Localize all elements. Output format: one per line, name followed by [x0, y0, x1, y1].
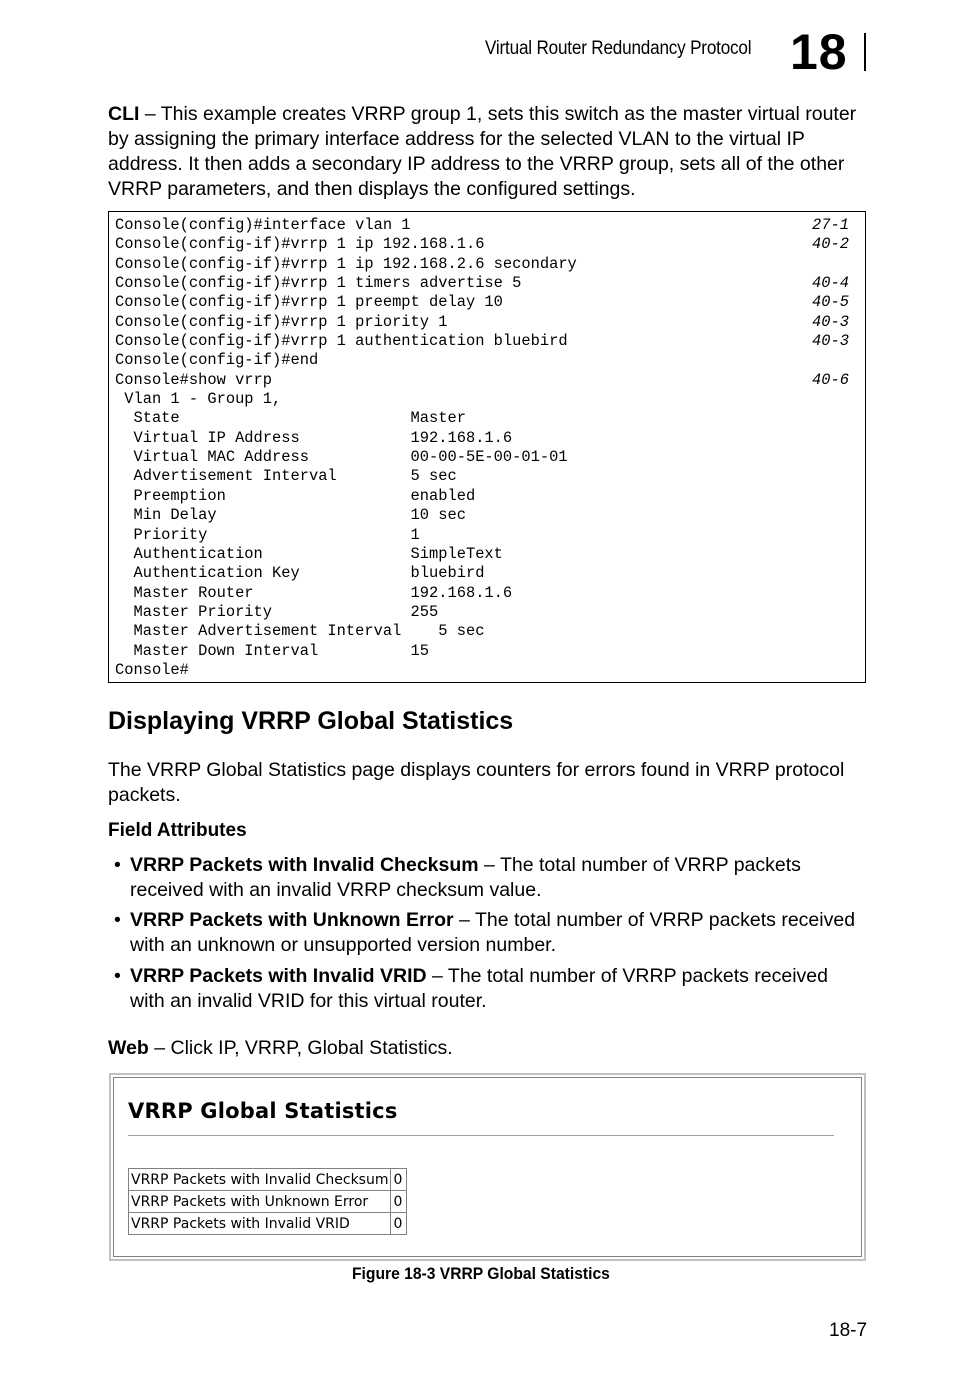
stat-value: 0: [391, 1213, 407, 1235]
web-lead: Web: [108, 1037, 149, 1059]
field-term: VRRP Packets with Unknown Error: [130, 909, 454, 931]
field-attribute-item: [108, 964, 868, 1014]
code-line: Console(config-if)#end: [115, 351, 319, 370]
field-term: VRRP Packets with Invalid VRID: [130, 965, 427, 987]
field-description: – The total number of VRRP packets received with an invalid VRID for this virtual router.: [130, 965, 828, 1012]
code-line: Vlan 1 - Group 1,: [115, 390, 282, 409]
code-line: Authentication SimpleText: [115, 544, 503, 563]
code-line: Preemption enabled: [115, 486, 476, 505]
field-description: – The total number of VRRP packets received with an unknown or unsupported version number.: [130, 909, 856, 956]
code-line: State Master: [115, 409, 466, 428]
code-line: Console(config)#interface vlan 1 27-1: [115, 216, 849, 234]
bullet-icon: •: [114, 909, 121, 931]
code-line: Master Router 192.168.1.6: [115, 583, 513, 602]
code-line: Console#show vrrp 40-6: [115, 370, 849, 389]
chapter-divider: [864, 33, 866, 71]
code-reference: 40-6: [812, 370, 849, 389]
table-row: [129, 1213, 407, 1235]
code-line: Console(config-if)#vrrp 1 authentication bluebird 40-3: [115, 332, 849, 351]
code-line: Advertisement Interval 5 sec: [115, 467, 457, 486]
code-line: Master Down Interval 15: [115, 641, 430, 660]
code-reference: 27-1: [812, 216, 849, 234]
code-reference: 40-3: [812, 332, 849, 351]
code-line: Console(config-if)#vrrp 1 ip 192.168.2.6 secondary: [115, 254, 577, 273]
field-attribute-item: [108, 908, 868, 958]
code-line: Console#: [115, 660, 189, 679]
figure-page-title: VRRP Global Statistics: [128, 1099, 398, 1123]
stat-label: VRRP Packets with Invalid VRID: [129, 1213, 391, 1235]
web-instruction-text: – Click IP, VRRP, Global Statistics.: [148, 1037, 453, 1059]
running-header-title: Virtual Router Redundancy Protocol: [485, 38, 752, 59]
field-description: – The total number of VRRP packets received with an invalid VRRP checksum value.: [130, 854, 801, 901]
figure-frame: [113, 1077, 862, 1257]
stats-table: [128, 1168, 407, 1235]
code-line: Authentication Key bluebird: [115, 564, 485, 583]
field-attribute-item: [108, 853, 868, 903]
code-line: Console(config-if)#vrrp 1 ip 192.168.1.6 40-2: [115, 235, 849, 254]
code-line: Min Delay 10 sec: [115, 506, 466, 525]
code-reference: 40-4: [812, 274, 849, 293]
cli-intro-paragraph: [108, 102, 868, 202]
bullet-icon: •: [114, 965, 121, 987]
code-line: Virtual MAC Address 00-00-5E-00-01-01: [115, 448, 568, 467]
section-description: The VRRP Global Statistics page displays counters for errors found in VRRP protocol packets.: [108, 759, 845, 806]
code-line: Virtual IP Address 192.168.1.6: [115, 428, 513, 447]
stat-label: VRRP Packets with Unknown Error: [129, 1191, 391, 1213]
stat-label: VRRP Packets with Invalid Checksum: [129, 1169, 391, 1191]
bullet-icon: •: [114, 854, 121, 876]
figure-caption: Figure 18-3 VRRP Global Statistics: [352, 1264, 610, 1283]
field-attributes-heading: Field Attributes: [108, 820, 247, 841]
stat-value: 0: [391, 1191, 407, 1213]
code-line: Console(config-if)#vrrp 1 preempt delay 10 40-5: [115, 293, 849, 312]
code-line: Master Priority 255: [115, 602, 439, 621]
code-reference: 40-2: [812, 235, 849, 254]
code-line: Priority 1: [115, 525, 420, 544]
stat-value: 0: [391, 1169, 407, 1191]
code-line: Console(config-if)#vrrp 1 priority 1 40-3: [115, 312, 849, 331]
cli-intro-text: – This example creates VRRP group 1, sets this switch as the master virtual router by assigning the primary interface address for the selected VLAN to the virtual IP address. It then adds a secondary IP address to the VRRP group, sets all of the other VRRP parameters, and then displays the configured settings.: [108, 103, 857, 200]
code-line: Master Advertisement Interval 5 sec: [115, 622, 485, 641]
chapter-number: 18: [790, 24, 848, 80]
page-number: 18-7: [829, 1320, 868, 1341]
figure-screenshot: [109, 1073, 866, 1261]
section-heading: Displaying VRRP Global Statistics: [108, 707, 514, 735]
field-term: VRRP Packets with Invalid Checksum: [130, 854, 479, 876]
code-line: Console(config-if)#vrrp 1 timers advertise 5 40-4: [115, 274, 849, 293]
table-row: [129, 1191, 407, 1213]
cli-lead: CLI: [108, 103, 140, 125]
cli-code-block: [108, 211, 866, 683]
web-instruction: [108, 1036, 868, 1061]
table-row: [129, 1169, 407, 1191]
code-reference: 40-5: [812, 293, 849, 312]
figure-divider: [128, 1135, 834, 1137]
code-reference: 40-3: [812, 312, 849, 331]
